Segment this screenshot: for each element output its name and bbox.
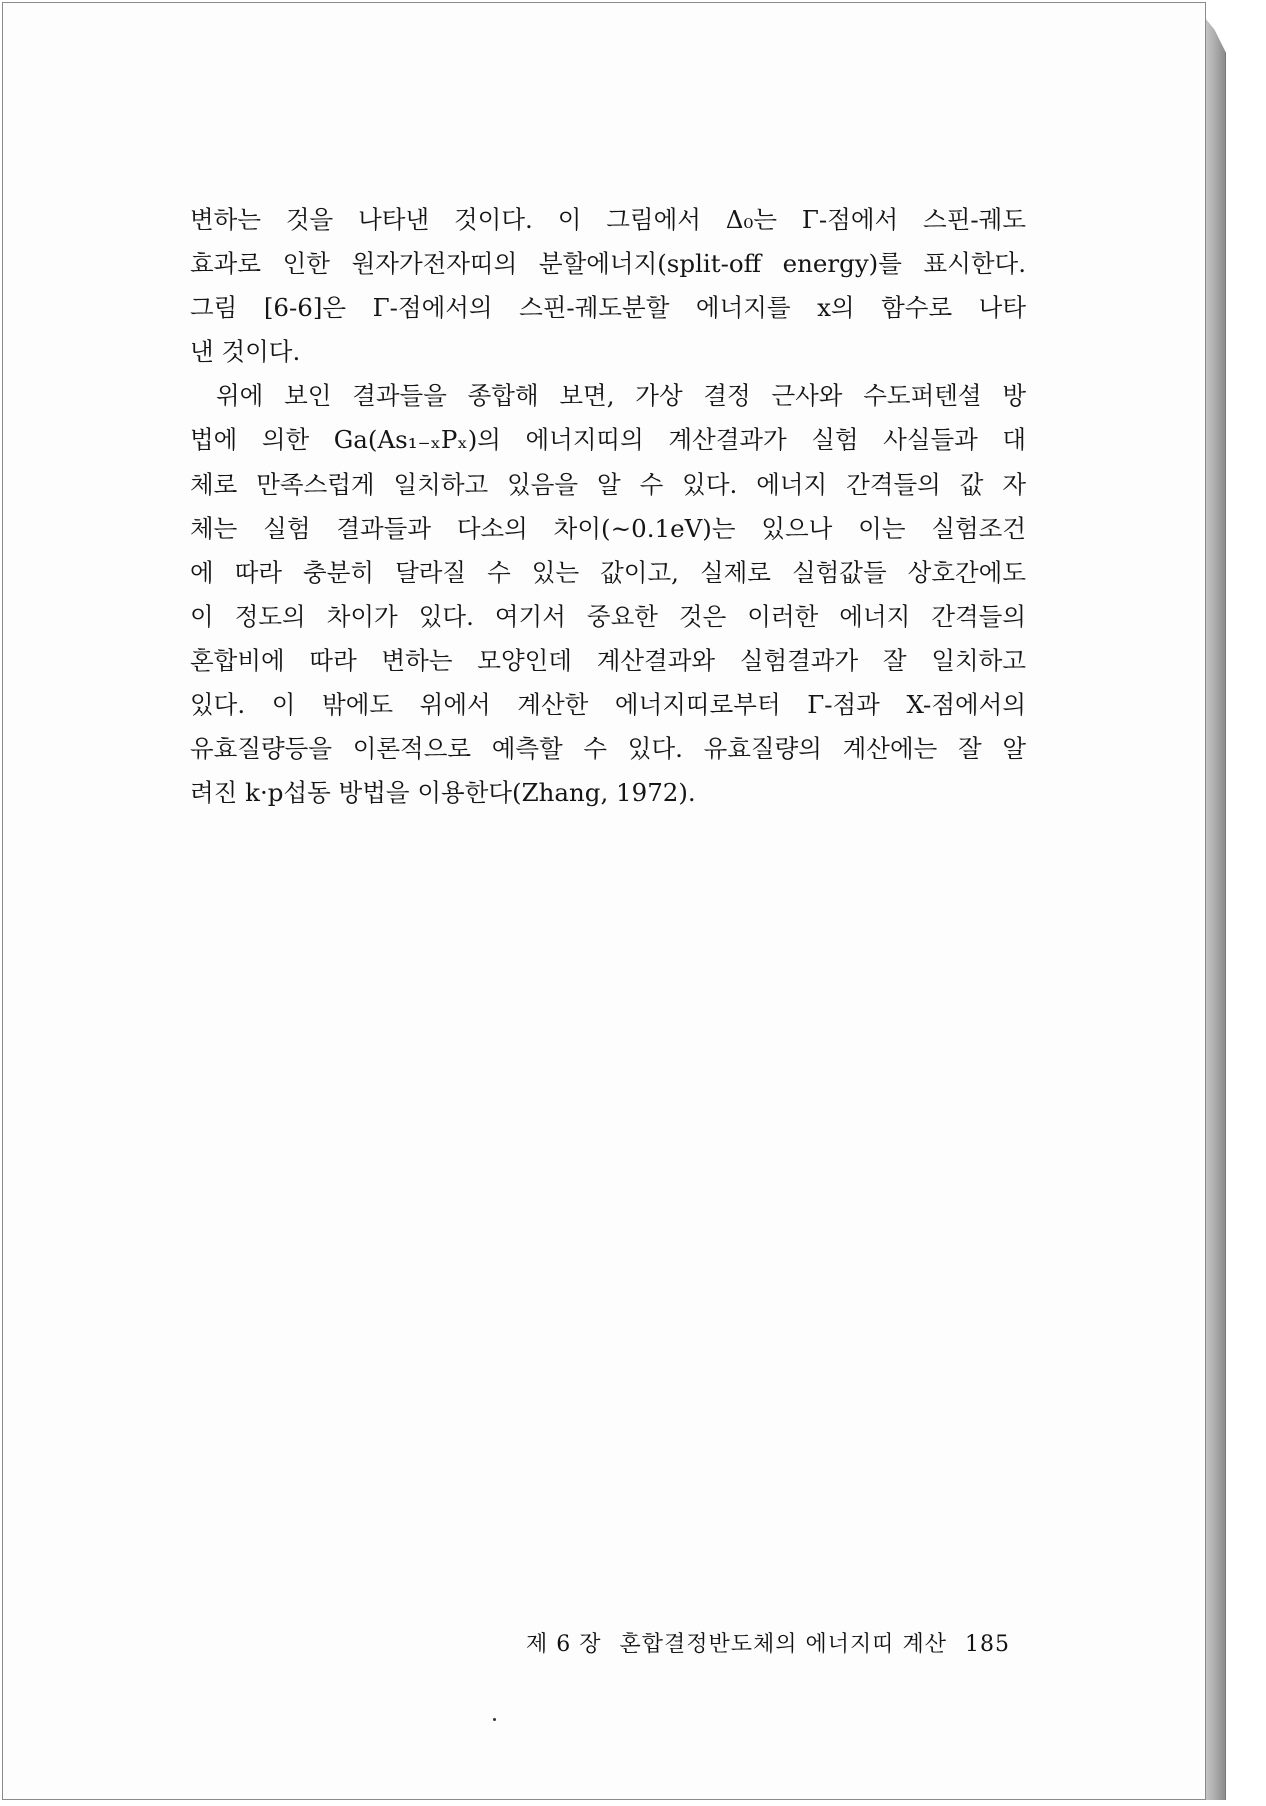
text-line: 체로 만족스럽게 일치하고 있음을 알 수 있다. 에너지 간격들의 값 자 [190, 469, 1026, 499]
text-line: 유효질량등을 이론적으로 예측할 수 있다. 유효질량의 계산에는 잘 알 [190, 734, 1026, 764]
text-line: 에 따라 충분히 달라질 수 있는 값이고, 실제로 실험값들 상호간에도 [190, 557, 1026, 587]
text-line: 법에 의한 Ga(As₁₋ₓPₓ)의 에너지띠의 계산결과가 실험 사실들과 대 [190, 425, 1026, 455]
page-number: 185 [965, 1632, 1010, 1657]
text-line: 변하는 것을 나타낸 것이다. 이 그림에서 Δ₀는 Γ-점에서 스핀-궤도 [190, 205, 1026, 234]
footer-chapter: 제 6 장 [525, 1632, 602, 1657]
text-line: 위에 보인 결과들을 종합해 보면, 가상 결정 근사와 수도퍼텐셜 방 [216, 381, 1026, 411]
running-footer [506, 1627, 1010, 1658]
text-line: 혼합비에 따라 변하는 모양인데 계산결과와 실험결과가 잘 일치하고 [190, 645, 1026, 675]
footer-title: 혼합결정반도체의 에너지띠 계산 [619, 1632, 947, 1657]
text-line: 이 정도의 차이가 있다. 여기서 중요한 것은 이러한 에너지 간격들의 [190, 601, 1026, 631]
text-line: 효과로 인한 원자가전자띠의 분할에너지(split-off energy)를 표시한다. [190, 249, 1026, 279]
text-line: 낸 것이다. [190, 337, 301, 367]
text-line: 체는 실험 결과들과 다소의 차이(~0.1eV)는 있으나 이는 실험조건 [190, 513, 1026, 543]
body-text [190, 198, 1026, 815]
text-line: 있다. 이 밖에도 위에서 계산한 에너지띠로부터 Γ-점과 X-점에서의 [190, 690, 1026, 720]
text-line: 그림 [6-6]은 Γ-점에서의 스핀-궤도분할 에너지를 x의 함수로 나타 [190, 293, 1026, 323]
stray-mark [493, 1718, 496, 1721]
text-line: 려진 k·p섭동 방법을 이용한다(Zhang, 1972). [190, 778, 696, 808]
